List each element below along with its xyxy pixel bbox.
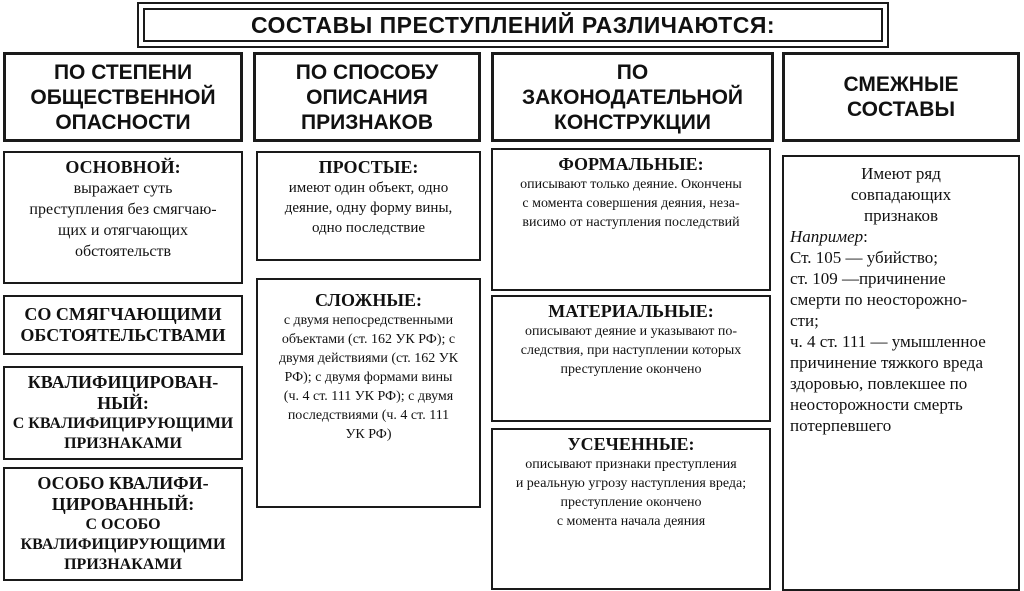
diagram-title-frame	[137, 2, 889, 48]
basic-title: ОСНОВНОЙ:	[65, 157, 181, 177]
adjacent-examples: Ст. 105 — убийство; ст. 109 —причинение смерти по неосторожно- сти; ч. 4 ст. 111 — умышленное причинение тяжкого вреда здоровью, повлекшее по неосторожности смерть потерпевшего	[790, 248, 986, 435]
material-title: МАТЕРИАЛЬНЫЕ:	[548, 301, 714, 321]
box-simple	[256, 151, 481, 261]
header-legislative-construction: ПО ЗАКОНОДАТЕЛЬНОЙ КОНСТРУКЦИИ	[491, 52, 774, 142]
box-adjacent	[782, 155, 1020, 591]
box-mitigating	[3, 295, 243, 355]
adjacent-intro: Имеют ряд совпадающих признаков	[850, 164, 952, 225]
especially-qualified-title: ОСОБО КВАЛИФИ- ЦИРОВАННЫЙ:	[37, 473, 209, 514]
box-material	[491, 295, 771, 422]
complex-text: с двумя непосредственными объектами (ст. 162 УК РФ); с двумя действиями (ст. 162 УК РФ); с двумя формами вины (ч. 4 ст. 111 УК РФ); с двумя последствиями (ч. 4 ст. 111 УК РФ)	[278, 313, 459, 442]
box-truncated	[491, 428, 771, 590]
qualified-text: С КВАЛИФИЦИРУЮЩИМИ ПРИЗНАКАМИ	[12, 415, 234, 452]
formal-text: описывают только деяние. Окончены с момента совершения деяния, неза- висимо от наступления последствий	[520, 177, 742, 230]
truncated-text: описывают признаки преступления и реальную угрозу наступления вреда; преступление окончено с момента начала деяния	[515, 457, 747, 529]
example-label-colon: :	[863, 227, 868, 246]
qualified-title: КВАЛИФИЦИРОВАН- НЫЙ:	[27, 372, 219, 413]
box-especially-qualified	[3, 467, 243, 581]
header-description-method: ПО СПОСОБУ ОПИСАНИЯ ПРИЗНАКОВ	[253, 52, 481, 142]
simple-title: ПРОСТЫЕ:	[318, 157, 419, 177]
truncated-title: УСЕЧЕННЫЕ:	[567, 434, 695, 454]
example-label	[790, 226, 1012, 247]
box-qualified	[3, 366, 243, 460]
material-text: описывают деяние и указывают по- следствия, при наступлении которых преступление окончено	[520, 324, 742, 377]
mitigating-text: СО СМЯГЧАЮЩИМИ ОБСТОЯТЕЛЬСТВАМИ	[20, 304, 226, 345]
complex-title: СЛОЖНЫЕ:	[315, 290, 422, 310]
simple-text: имеют один объект, одно деяние, одну форму вины, одно последствие	[284, 180, 453, 236]
box-complex	[256, 278, 481, 508]
example-label-text: Например	[790, 227, 864, 246]
especially-qualified-text: С ОСОБО КВАЛИФИЦИРУЮЩИМИ ПРИЗНАКАМИ	[20, 516, 226, 573]
header-public-danger: ПО СТЕПЕНИ ОБЩЕСТВЕННОЙ ОПАСНОСТИ	[3, 52, 243, 142]
diagram-title: СОСТАВЫ ПРЕСТУПЛЕНИЙ РАЗЛИЧАЮТСЯ:	[143, 8, 883, 42]
basic-text: выражает суть преступления без смягчаю- щих и отягчающих обстоятельств	[29, 180, 217, 260]
formal-title: ФОРМАЛЬНЫЕ:	[558, 154, 704, 174]
box-formal	[491, 148, 771, 291]
box-basic	[3, 151, 243, 284]
header-adjacent-compositions: СМЕЖНЫЕ СОСТАВЫ	[782, 52, 1020, 142]
